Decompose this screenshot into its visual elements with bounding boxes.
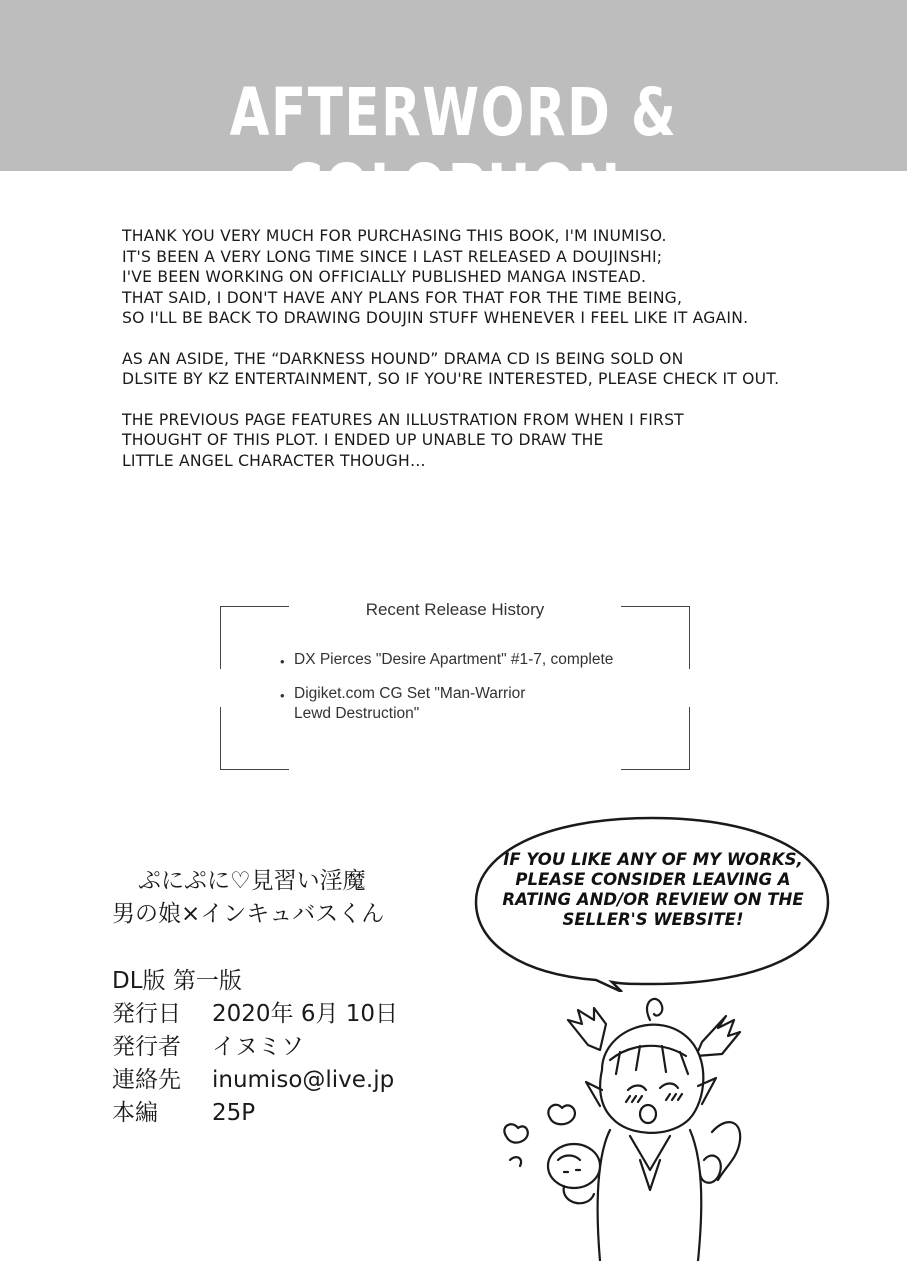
colophon-row-date xyxy=(112,998,398,1031)
colophon-row-contact xyxy=(112,1064,398,1097)
pages-label: 本編 xyxy=(112,1100,158,1126)
list-item: • DX Pierces "Desire Apartment" #1-7, complete xyxy=(280,650,680,670)
date-value: 2020年 6月 10日 xyxy=(212,1001,399,1027)
pages-value: 25P xyxy=(212,1100,256,1126)
colophon-row-pages xyxy=(112,1097,398,1130)
colophon-row-publisher xyxy=(112,1031,398,1064)
colophon xyxy=(112,865,398,1130)
contact-label: 連絡先 xyxy=(112,1067,181,1093)
publisher-value: イヌミソ xyxy=(212,1034,304,1060)
contact-value: inumiso@live.jp xyxy=(212,1067,395,1093)
date-label: 発行日 xyxy=(112,1001,181,1027)
afterword-paragraph-3: THE PREVIOUS PAGE FEATURES AN ILLUSTRATION FROM WHEN I FIRST THOUGHT OF THIS PLOT. I ENDED UP UNABLE TO DRAW THE LITTLE ANGEL CHARACTER THOUGH… xyxy=(122,410,684,470)
book-title-line-2: 男の娘×インキュバスくん xyxy=(112,901,385,927)
afterword-text xyxy=(122,226,882,491)
publisher-label: 発行者 xyxy=(112,1034,181,1060)
page-title: AFTERWORD & COLOPHON xyxy=(229,74,678,227)
frame-corner xyxy=(220,707,289,770)
afterword-paragraph-1: THANK YOU VERY MUCH FOR PURCHASING THIS BOOK, I'M INUMISO. IT'S BEEN A VERY LONG TIME SINCE I LAST RELEASED A DOUJINSHI; I'VE BEEN WORKING ON OFFICIALLY PUBLISHED MANGA INSTEAD. THAT SAID, I DON'T HAVE ANY PLANS FOR THAT FOR THE TIME BEING, SO I'LL BE BACK TO DRAWING DOUJIN STUFF WHENEVER I FEEL LIKE IT AGAIN. xyxy=(122,227,749,327)
mascot-illustration xyxy=(490,990,790,1261)
list-item: • Digiket.com CG Set "Man-Warrior Lewd Destruction" xyxy=(280,684,680,724)
release-history-list xyxy=(280,650,680,738)
release-history-title: Recent Release History xyxy=(365,600,545,619)
book-title-line-1: ぷにぷに♡見習い淫魔 xyxy=(138,868,366,894)
release-history-box xyxy=(220,600,690,770)
speech-bubble-text: IF YOU LIKE ANY OF MY WORKS, PLEASE CONSIDER LEAVING A RATING AND/OR REVIEW ON THE SELLER'S WEBSITE! xyxy=(502,850,804,929)
edition: DL版 第一版 xyxy=(112,968,242,994)
afterword-paragraph-2: AS AN ASIDE, THE “DARKNESS HOUND” DRAMA CD IS BEING SOLD ON DLSITE BY KZ ENTERTAINMENT, SO IF YOU'RE INTERESTED, PLEASE CHECK IT OUT. xyxy=(122,349,780,388)
